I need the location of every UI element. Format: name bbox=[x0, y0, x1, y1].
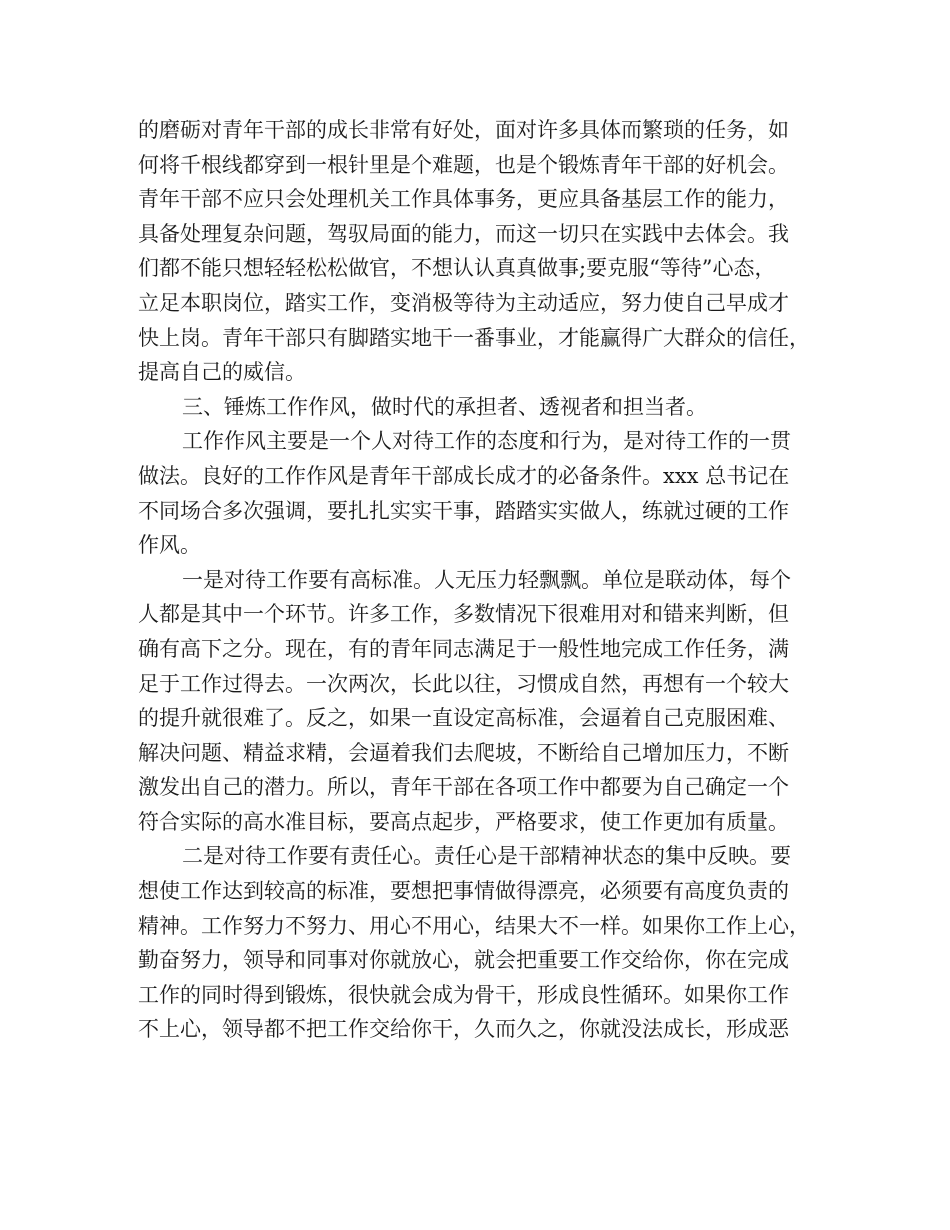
text-line: 立足本职岗位，踏实工作，变消极等待为主动适应，努力使自己早成才 bbox=[138, 290, 789, 315]
text-line: 人都是其中一个环节。许多工作，多数情况下很难用对和错来判断，但 bbox=[138, 602, 789, 627]
text-line: 想使工作达到较高的标准，要想把事情做得漂亮，必须要有高度负责的 bbox=[138, 879, 789, 904]
text-line: 精神。工作努力不努力、用心不用心，结果大不一样。如果你工作上心， bbox=[138, 913, 810, 938]
text-line: 的提升就很难了。反之，如果一直设定高标准，会逼着自己克服困难、 bbox=[138, 706, 789, 731]
text-line: 作风。 bbox=[138, 533, 201, 558]
text-line: 勤奋努力，领导和同事对你就放心，就会把重要工作交给你，你在完成 bbox=[138, 948, 789, 973]
text-line: 激发出自己的潜力。所以，青年干部在各项工作中都要为自己确定一个 bbox=[138, 775, 789, 800]
text-line: 解决问题、精益求精，会逼着我们去爬坡，不断给自己增加压力，不断 bbox=[138, 740, 789, 765]
text-line: 具备处理复杂问题，驾驭局面的能力，而这一切只在实践中去体会。我 bbox=[138, 221, 789, 246]
text-line: 的磨砺对青年干部的成长非常有好处，面对许多具体而繁琐的任务，如 bbox=[138, 118, 789, 142]
text-line: 提高自己的威信。 bbox=[138, 360, 306, 385]
text-line: 工作的同时得到锻炼，很快就会成为骨干，形成良性循环。如果你工作 bbox=[138, 982, 789, 1007]
text-line: 们都不能只想轻轻松松做官，不想认认真真做事;要克服“等待”心态， bbox=[138, 256, 776, 281]
text-line: 一是对待工作要有高标准。人无压力轻飘飘。单位是联动体，每个 bbox=[182, 567, 791, 592]
text-line: 何将千根线都穿到一根针里是个难题，也是个锻炼青年干部的好机会。 bbox=[138, 152, 789, 177]
text-line: 快上岗。青年干部只有脚踏实地干一番事业，才能赢得广大群众的信任， bbox=[138, 325, 810, 350]
text-line: 不同场合多次强调，要扎扎实实干事，踏踏实实做人，练就过硬的工作 bbox=[138, 498, 789, 523]
text-line: 工作作风主要是一个人对待工作的态度和行为，是对待工作的一贯 bbox=[182, 429, 791, 454]
text-line: 不上心，领导都不把工作交给你干，久而久之，你就没法成长，形成恶 bbox=[138, 1017, 789, 1042]
text-line: 确有高下之分。现在，有的青年同志满足于一般性地完成工作任务，满 bbox=[138, 636, 789, 661]
section-heading: 三、锤炼工作作风，做时代的承担者、透视者和担当者。 bbox=[182, 394, 707, 419]
text-line: 符合实际的高水准目标，要高点起步，严格要求，使工作更加有质量。 bbox=[138, 809, 789, 834]
text-line: 青年干部不应只会处理机关工作具体事务，更应具备基层工作的能力， bbox=[138, 187, 789, 212]
text-line: 做法。良好的工作作风是青年干部成长成才的必备条件。xxx 总书记在 bbox=[138, 463, 790, 488]
text-line: 足于工作过得去。一次两次，长此以往，习惯成自然，再想有一个较大 bbox=[138, 671, 789, 696]
document-body bbox=[138, 113, 828, 1047]
text-line: 二是对待工作要有责任心。责任心是干部精神状态的集中反映。要 bbox=[182, 844, 791, 869]
